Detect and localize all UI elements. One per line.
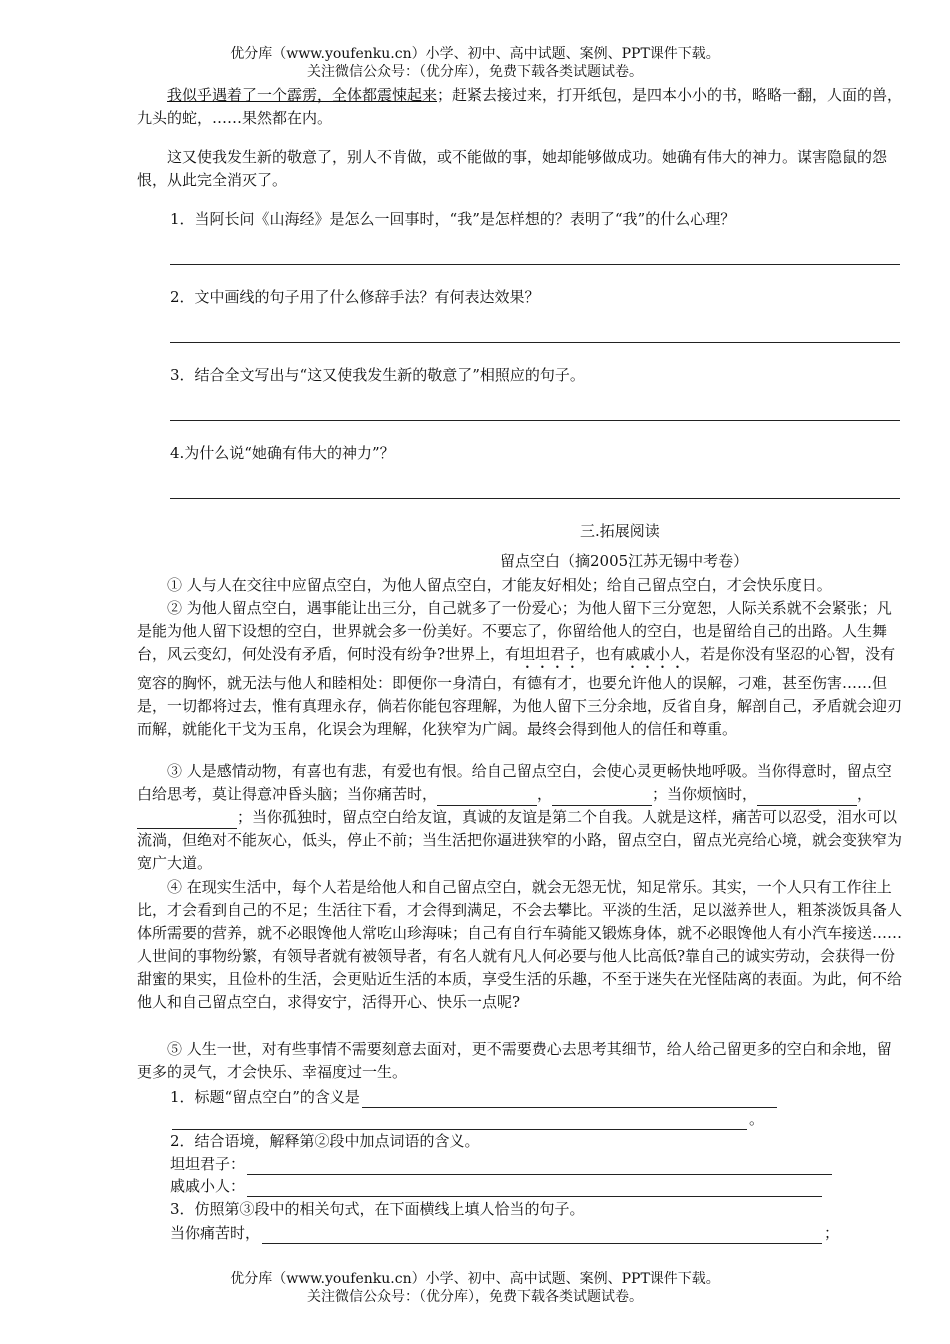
article-paragraph-3: ③ 人是感情动物，有喜也有悲，有爱也有恨。给自己留点空白，会使心灵更畅快地呼吸。当你得意时，留点空白给思考，莫让得意冲昏头脑；当你痛苦时， ， ；当你烦恼时， ，；当你孤独时，留点空白给友谊，真诚的友谊是第二个自我。人就是这样，痛苦可以忍受，泪水可以流淌，但绝对不能灰心，低头，停止不前；当生活把你逼进狭窄的小路，留点空白，留点光亮给心境，就会变狭窄为宽广大道。 bbox=[137, 762, 903, 872]
passage1-paragraph-2: 这又使我发生新的敬意了，别人不肯做，或不能做的事，她却能够做成功。她确有伟大的神力。谋害隐鼠的怨恨，从此完全消灭了。 bbox=[137, 148, 888, 189]
question2-3-a: 当你痛苦时， ； bbox=[170, 1224, 840, 1242]
fill-blank[interactable] bbox=[137, 812, 237, 829]
dotted-word-qiqi-xiaoren: 戚戚小人 bbox=[625, 645, 686, 663]
fill-blank[interactable] bbox=[757, 789, 857, 806]
question1-4: 4.为什么说“她确有伟大的神力”？ bbox=[170, 444, 395, 462]
section-heading: 三.拓展阅读 bbox=[580, 522, 660, 540]
passage1-p1-rest: ；赶紧去接过来，打开纸包，是四本小小的书，略略一翻，人面的兽，九头的蛇，……果然都在内。 bbox=[137, 86, 903, 127]
question2-2: 2．结合语境，解释第②段中加点词语的含义。 bbox=[170, 1132, 480, 1150]
article-title: 留点空白（摘2005江苏无锡中考卷） bbox=[500, 552, 749, 570]
underlined-sentence: 我似乎遇着了一个霹雳，全体都震悚起来 bbox=[167, 86, 438, 104]
footer-line-2: 关注微信公众号：（优分库），免费下载各类试题试卷。 bbox=[307, 1289, 643, 1305]
answer-line bbox=[170, 264, 900, 265]
answer-line bbox=[170, 420, 900, 421]
passage1-paragraph-1 bbox=[137, 84, 903, 130]
article-paragraph-4: ④ 在现实生活中，每个人若是给他人和自己留点空白，就会无怨无忧，知足常乐。其实，一个人只有工作往上比，才会看到自己的不足；生活往下看，才会得到满足，不会去攀比。平淡的生活，足以滋养世人，粗茶淡饭具备人体所需要的营养，就不必眼馋他人常吃山珍海味；自己有自行车骑能又锻炼身体，就不必眼馋他人有小汽车接送……人世间的事物纷繁，有领导者就有被领导者，有名人就有凡人何必要与他人比高低?靠自己的诚实劳动，会获得一份甜蜜的果实，且俭朴的生活，会更贴近生活的本质，享受生活的乐趣，不至于迷失在光怪陆离的表面。为此，何不给他人和自己留点空白，求得安宁，活得开心、快乐一点呢? bbox=[137, 878, 903, 1011]
question2-1-cont: 。 bbox=[170, 1108, 764, 1130]
question2-2-a: 坦坦君子： bbox=[170, 1153, 834, 1175]
question1-2: 2．文中画线的句子用了什么修辞手法？有何表达效果？ bbox=[170, 288, 540, 306]
question2-2-b: 戚戚小人： bbox=[170, 1175, 824, 1197]
answer-blank[interactable] bbox=[247, 1158, 832, 1175]
answer-line bbox=[170, 342, 900, 343]
question2-3: 3．仿照第③段中的相关句式，在下面横线上填人恰当的句子。 bbox=[170, 1200, 585, 1218]
answer-blank[interactable] bbox=[172, 1113, 747, 1130]
header-line-1: 优分库（www.youfenku.cn）小学、初中、高中试题、案例、PPT课件下载。 bbox=[230, 46, 720, 62]
question2-1: 1．标题“留点空白”的含义是 bbox=[170, 1086, 779, 1108]
answer-blank[interactable] bbox=[362, 1091, 777, 1108]
header-line-2: 关注微信公众号：（优分库），免费下载各类试题试卷。 bbox=[307, 64, 643, 80]
answer-blank[interactable] bbox=[247, 1180, 822, 1197]
question1-3: 3．结合全文写出与“这又使我发生新的敬意了”相照应的句子。 bbox=[170, 366, 585, 384]
question1-1: 1．当阿长问《山海经》是怎么一回事时，“我”是怎样想的？表明了“我”的什么心理？ bbox=[170, 210, 736, 228]
dotted-word-tantan-junzi: 坦坦君子 bbox=[520, 645, 581, 663]
article-paragraph-1: ① 人与人在交往中应留点空白，为他人留点空白，才能友好相处；给自己留点空白，才会快乐度日。 bbox=[167, 576, 832, 594]
answer-line bbox=[170, 498, 900, 499]
answer-blank[interactable] bbox=[262, 1227, 822, 1244]
article-paragraph-5: ⑤ 人生一世，对有些事情不需要刻意去面对，更不需要费心去思考其细节，给人给己留更多的空白和余地，留更多的灵气，才会快乐、幸福度过一生。 bbox=[137, 1040, 892, 1081]
article-paragraph-2: ② 为他人留点空白，遇事能让出三分，自己就多了一份爱心；为他人留下三分宽恕，人际关系就不会紧张；凡是能为他人留下设想的空白，世界就会多一份美好。不要忘了，你留给他人的空白，也是留给自己的出路。人生舞台，风云变幻，何处没有矛盾，何时没有纷争?世界上，有坦坦君子，也有戚戚小人，若是你没有坚忍的心智，没有宽容的胸怀，就无法与他人和睦相处：即便你一身清白，有德有才，也要允许他人的误解，刁难，甚至伤害……但是，一切都将过去，惟有真理永存，倘若你能包容理解，为他人留下三分余地，反省自身，解剖自己，矛盾就会迎刃而解，就能化干戈为玉帛，化误会为理解，化狭窄为广阔。最终会得到他人的信任和尊重。 bbox=[137, 599, 903, 738]
fill-blank[interactable] bbox=[552, 789, 652, 806]
footer-line-1: 优分库（www.youfenku.cn）小学、初中、高中试题、案例、PPT课件下载。 bbox=[230, 1271, 720, 1287]
fill-blank[interactable] bbox=[437, 789, 537, 806]
